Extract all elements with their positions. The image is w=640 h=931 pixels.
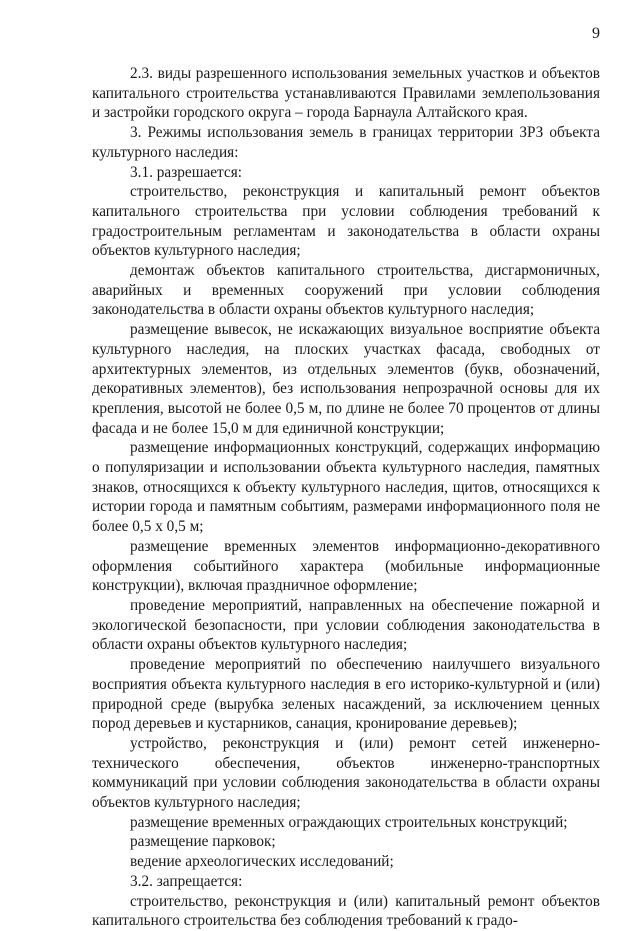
list-item-construction-allowed: строительство, реконструкция и капитальный ремонт объектов капитального строительства при условии соблюдения требований к градостроительным регламентам и законодательства в области охраны объектов культурного наследия; <box>92 183 600 260</box>
list-item-construction-prohibited: строительство, реконструкция и (или) капитальный ремонт объектов капитального строительства без соблюдения требований к градо- <box>92 892 600 930</box>
paragraph-3-2-heading: 3.2. запрещается: <box>130 872 243 890</box>
list-item-temporary-fencing: размещение временных ограждающих строительных конструкций; <box>130 813 568 831</box>
list-item-engineering-networks: устройство, реконструкция и (или) ремонт сетей инженерно-технического обеспечения, объектов инженерно-транспортных коммуникаций при условии соблюдения законодательства в области охраны объектов культурного наследия; <box>92 734 600 812</box>
page-number: 9 <box>592 25 600 42</box>
list-item-fire-safety: проведение мероприятий, направленных на обеспечение пожарной и экологической безопасности, при условии соблюдения законодательства в области охраны объектов культурного наследия; <box>92 596 600 654</box>
paragraph-3-heading: 3. Режимы использования земель в границах территории ЗРЗ объекта культурного наследия: <box>92 124 600 161</box>
list-item-temporary-decor: размещение временных элементов информационно-декоративного оформления событийного характера (мобильные информационные конструкции), включая праздничное оформление; <box>92 537 600 595</box>
document-body <box>92 64 600 931</box>
paragraph-2-3: 2.3. виды разрешенного использования земельных участков и объектов капитального строительства устанавливаются Правилами землепользования и застройки городского округа – города Барнаула Алтайского края. <box>92 65 600 122</box>
list-item-parking: размещение парковок; <box>130 833 276 851</box>
list-item-visual-perception: проведение мероприятий по обеспечению наилучшего визуального восприятия объекта культурного наследия в его историко-культурной и (или) природной среде (вырубка зеленых насаждений, за исключением ценных пород деревьев и кустарников, санация, кронирование деревьев); <box>92 656 600 733</box>
list-item-signs: размещение вывесок, не искажающих визуальное восприятие объекта культурного наследия, на плоских участках фасада, свободных от архитектурных элементов, из отдельных элементов (букв, обозначений, декоративных элементов), без использования непрозрачной основы для их крепления, высотой не более 0,5 м, по длине не более 70 процентов от длины фасада и не более 15,0 м для единичной конструкции; <box>92 321 600 437</box>
list-item-archaeology: ведение археологических исследований; <box>130 853 394 871</box>
paragraph-3-1-heading: 3.1. разрешается: <box>130 163 242 181</box>
list-item-demolition: демонтаж объектов капитального строительства, дисгармоничных, аварийных и временных сооружений при условии соблюдения законодательства в области охраны объектов культурного наследия; <box>92 262 600 319</box>
list-item-info-structures: размещение информационных конструкций, содержащих информацию о популяризации и использовании объекта культурного наследия, памятных знаков, относящихся к объекту культурного наследия, щитов, относящихся к истории города и памятным событиям, размерами информационного поля не более 0,5 х 0,5 м; <box>92 439 600 536</box>
